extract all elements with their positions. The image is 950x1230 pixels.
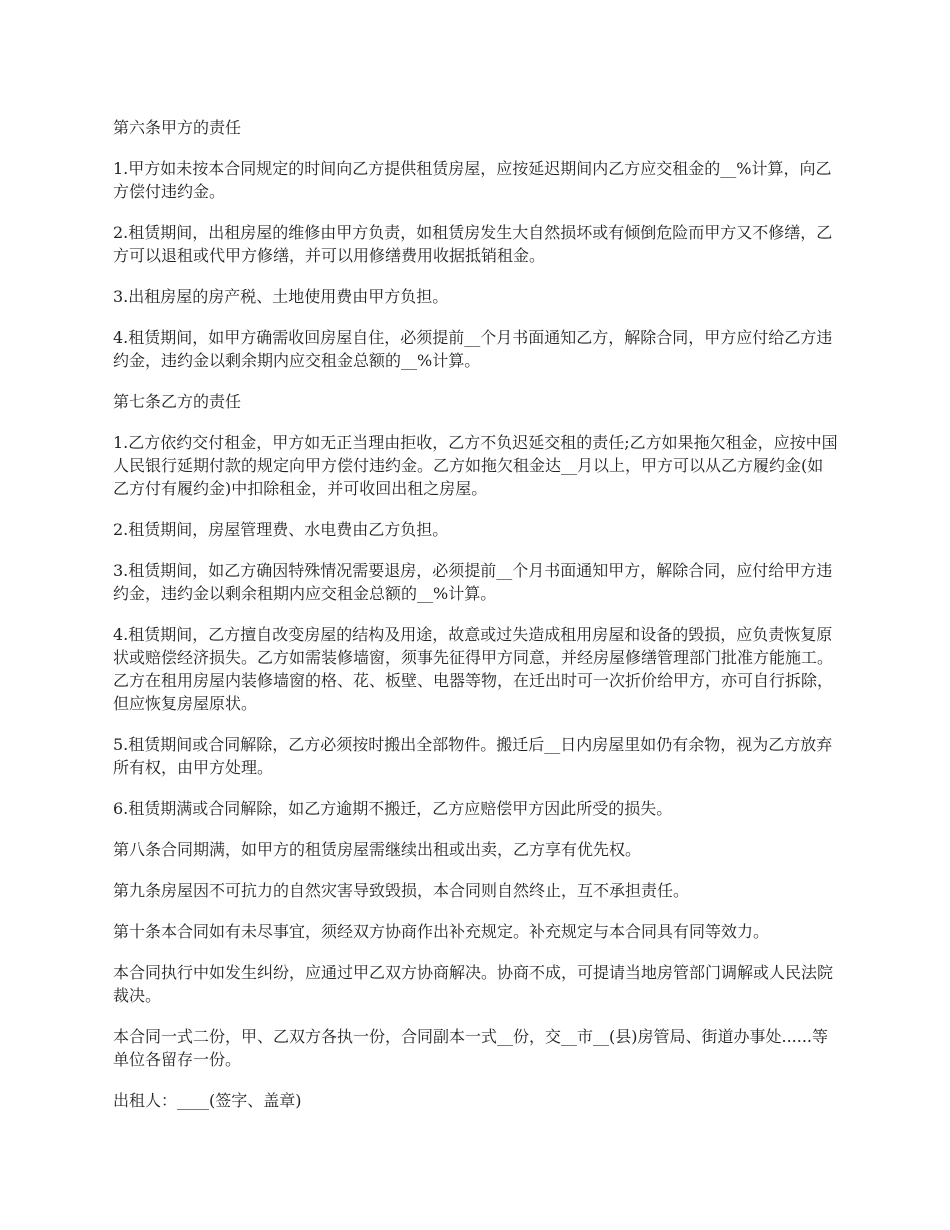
clause-7-5: 5.租赁期间或合同解除，乙方必须按时搬出全部物件。搬迁后__日内房屋里如仍有余物，视为乙方放弃所有权，由甲方处理。	[113, 735, 833, 777]
clause-6-1: 1.甲方如未按本合同规定的时间向乙方提供租赁房屋，应按延迟期间内乙方应交租金的__%计算，向乙方偿付违约金。	[113, 159, 832, 201]
clause-7-6: 6.租赁期满或合同解除，如乙方逾期不搬迁，乙方应赔偿甲方因此所受的损失。	[113, 799, 673, 818]
clause-7-3: 3.租赁期间，如乙方确因特殊情况需要退房，必须提前__个月书面通知甲方，解除合同，应付给甲方违约金，违约金以剩余租期内应交租金总额的__%计算。	[113, 561, 833, 603]
clause-6-4: 4.租赁期间，如甲方确需收回房屋自住，必须提前__个月书面通知乙方，解除合同，甲方应付给乙方违约金，违约金以剩余期内应交租金总额的__%计算。	[113, 328, 833, 370]
article-8: 第八条合同期满，如甲方的租赁房屋需继续出租或出卖，乙方享有优先权。	[113, 840, 642, 859]
lessor-signature-line: 出租人：____(签字、盖章)	[113, 1091, 302, 1110]
section-heading-6: 第六条甲方的责任	[113, 118, 242, 137]
clause-6-3: 3.出租房屋的房产税、土地使用费由甲方负担。	[113, 287, 449, 306]
document-body	[113, 116, 839, 1130]
article-10: 第十条本合同如有未尽事宜，须经双方协商作出补充规定。补充规定与本合同具有同等效力。	[113, 922, 770, 941]
dispute-clause: 本合同执行中如发生纠纷，应通过甲乙双方协商解决。协商不成，可提请当地房管部门调解或人民法院裁决。	[113, 963, 834, 1005]
clause-7-1: 1.乙方依约交付租金，甲方如无正当理由拒收，乙方不负迟延交租的责任;乙方如果拖欠租金，应按中国人民银行延期付款的规定向甲方偿付违约金。乙方如拖欠租金达__月以上，甲方可以从乙方履约金(如乙方付有履约金)中扣除租金，并可收回出租之房屋。	[113, 433, 838, 498]
copies-clause: 本合同一式二份，甲、乙双方各执一份，合同副本一式__份，交__市__(县)房管局、街道办事处......等单位各留存一份。	[113, 1027, 829, 1069]
article-9: 第九条房屋因不可抗力的自然灾害导致毁损，本合同则自然终止，互不承担责任。	[113, 881, 690, 900]
section-heading-7: 第七条乙方的责任	[113, 392, 242, 411]
clause-7-2: 2.租赁期间，房屋管理费、水电费由乙方负担。	[113, 520, 449, 539]
clause-7-4: 4.租赁期间，乙方擅自改变房屋的结构及用途，故意或过失造成租用房屋和设备的毁损，应负责恢复原状或赔偿经济损失。乙方如需装修墙窗，须事先征得甲方同意，并经房屋修缮管理部门批准方能施工。乙方在租用房屋内装修墙窗的格、花、板壁、电器等物，在迁出时可一次折价给甲方，亦可自行拆除，但应恢复房屋原状。	[113, 625, 834, 713]
clause-6-2: 2.租赁期间，出租房屋的维修由甲方负责，如租赁房发生大自然损坏或有倾倒危险而甲方又不修缮，乙方可以退租或代甲方修缮，并可以用修缮费用收据抵销租金。	[113, 223, 833, 265]
